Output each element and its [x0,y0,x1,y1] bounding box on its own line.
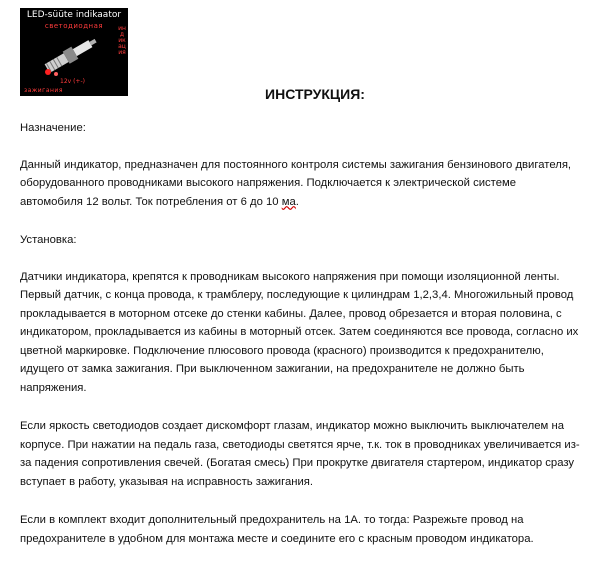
document-body [20,119,580,568]
logo-title: LED-süüte indikaator [26,10,122,20]
brightness-paragraph: Если яркость светодиодов создает дискомфорт глазам, индикатор можно выключить выключателем на корпусе. При нажатии на педаль газа, светодиоды светятся ярче, т.к. ток в проводниках увеличивается из-за падения сопротивления свечей. (Богатая смесь) При прокрутке двигателя стартером, индикатор сразу вступает в работу, указывая на исправность зажигания. [20,420,580,488]
purpose-label: Назначение: [20,122,86,134]
purpose-end: . [295,195,299,208]
install-label: Установка: [20,234,77,246]
logo-subtitle: светодиодная [44,22,104,30]
logo-bottom-text: зажигания [24,87,63,94]
spark-plug-icon [36,30,106,82]
fuse-paragraph: Если в комплект входит дополнительный предохранитель на 1А. то тогда: Разрежьте провод на предохранителе в удобном для монтажа месте и соедините его с красным проводом индикатора. [20,514,534,545]
purpose-paragraph [20,156,580,212]
purpose-text: Данный индикатор, предназначен для постоянного контроля системы зажигания бензинового двигателя, оборудованного проводниками высокого напряжения. Подключается к электрической системе автомобиля 12 вольт. Ток потребления от 6 до 10 [20,158,572,208]
product-logo [20,8,128,96]
install-paragraph: Датчики индикатора, крепятся к проводникам высокого напряжения при помощи изоляционной ленты. Первый датчик, с конца провода, к трамблеру, последующие к цилиндрам 1,2,3,4. Многожильный провод прокладывается в моторном отсеке до стенки кабины. Далее, провод обрезается и вторая половина, с индикатором, прокладывается из кабины в моторный отсек. Затем соединяются все провода, согласно их цветной маркировке. Подключение плюсового провода (красного) производится к предохранителю, идущего от замка зажигания. При выключенном зажигании, на предохранителе не должно быть напряжения. [20,270,579,394]
current-unit: ма [281,195,296,208]
document-title: ИНСТРУКЦИЯ: [265,86,365,102]
logo-voltage: 12v (+-) [60,78,85,85]
logo-vertical-text: индикация [118,25,126,56]
